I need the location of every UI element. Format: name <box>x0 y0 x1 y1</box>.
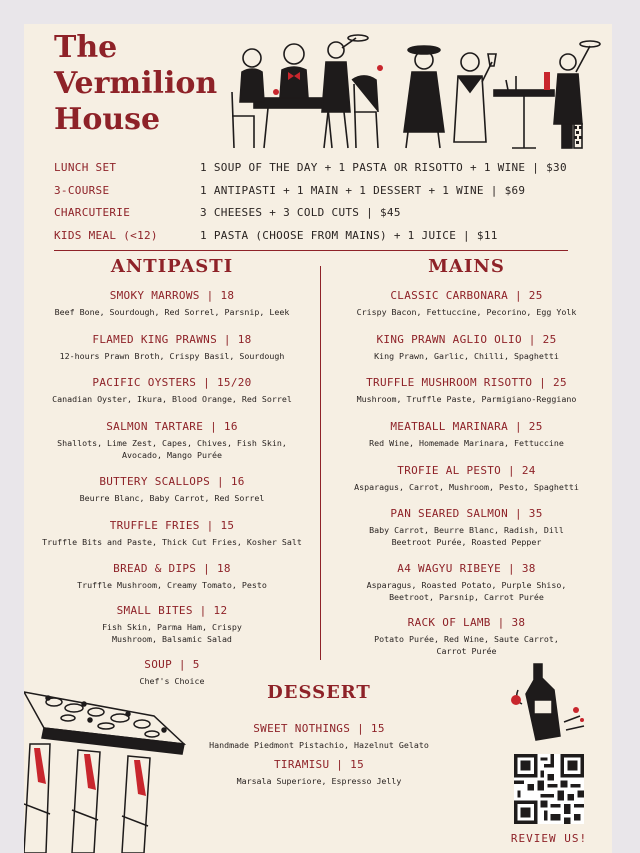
menu-item <box>321 464 612 494</box>
waiters-platter-illustration <box>24 664 189 853</box>
set-menu-name: CHARCUTERIE <box>54 206 131 219</box>
item-desc: Red Wine, Homemade Marinara, Fettuccine <box>369 438 564 448</box>
item-desc: Handmade Piedmont Pistachio, Hazelnut Gelato <box>209 740 429 750</box>
item-desc: Truffle Bits and Paste, Thick Cut Fries, Kosher Salt <box>42 537 302 547</box>
menu-item <box>321 562 612 603</box>
item-name: TROFIE AL PESTO | 24 <box>397 464 536 477</box>
item-desc: Asparagus, Roasted Potato, Purple Shiso, Beetroot, Parsnip, Carrot Purée <box>366 580 567 602</box>
set-menu-name: 3-COURSE <box>54 183 110 197</box>
menu-item <box>321 616 612 657</box>
item-name: TRUFFLE FRIES | 15 <box>109 519 235 532</box>
item-name: MEATBALL MARINARA | 25 <box>390 420 543 433</box>
set-menu-row <box>54 202 594 225</box>
item-desc: Mushroom, Truffle Paste, Parmigiano-Reggiano <box>356 394 577 404</box>
menu-item <box>24 562 320 592</box>
menu-item <box>24 604 320 645</box>
item-name: KING PRAWN AGLIO OLIO | 25 <box>376 333 557 346</box>
set-menu-desc: 1 ANTIPASTI + 1 MAIN + 1 DESSERT + 1 WINE | $69 <box>200 183 526 197</box>
item-desc: Truffle Mushroom, Creamy Tomato, Pesto <box>77 580 267 590</box>
menu-item <box>321 289 612 319</box>
item-name: SMOKY MARROWS | 18 <box>109 289 235 302</box>
diners-illustration <box>224 32 604 154</box>
menu-item <box>321 376 612 406</box>
item-name: PAN SEARED SALMON | 35 <box>390 507 543 520</box>
item-name: SOUP | 5 <box>144 658 200 671</box>
qr-code-icon[interactable] <box>514 754 584 824</box>
set-menu-desc: 3 CHEESES + 3 COLD CUTS | $45 <box>200 206 401 219</box>
menu-item <box>321 507 612 548</box>
menu-item <box>174 758 464 788</box>
item-desc: Potato Purée, Red Wine, Saute Carrot, Carrot Purée <box>374 634 559 656</box>
set-menu-row <box>54 180 594 203</box>
mains-title: MAINS <box>428 256 505 277</box>
set-menus <box>54 157 594 247</box>
menu-item <box>24 519 320 549</box>
item-name: BREAD & DIPS | 18 <box>113 562 231 575</box>
title-line-3: House <box>54 102 161 137</box>
dessert-title: DESSERT <box>267 682 371 703</box>
menu-item <box>321 420 612 450</box>
set-menu-desc: 1 PASTA (CHOOSE FROM MAINS) + 1 JUICE | $11 <box>200 228 498 242</box>
item-name: FLAMED KING PRAWNS | 18 <box>92 333 252 346</box>
item-name: BUTTERY SCALLOPS | 16 <box>99 475 245 488</box>
item-name: TIRAMISU | 15 <box>274 758 364 771</box>
set-menu-desc: 1 SOUP OF THE DAY + 1 PASTA OR RISOTTO + 1 WINE | $30 <box>200 161 567 174</box>
wine-bottle-illustration <box>504 660 588 742</box>
item-name: A4 WAGYU RIBEYE | 38 <box>397 562 536 575</box>
item-desc: Beef Bone, Sourdough, Red Sorrel, Parsnip, Leek <box>54 307 290 317</box>
menu-item <box>24 289 320 319</box>
menu-item <box>24 420 320 461</box>
item-desc: Chef's Choice <box>139 676 205 686</box>
item-name: SMALL BITES | 12 <box>116 604 228 617</box>
item-desc: Crispy Bacon, Fettuccine, Pecorino, Egg Yolk <box>356 307 577 317</box>
menu-item <box>24 333 320 363</box>
menu-page <box>24 24 612 853</box>
divider-horizontal <box>54 250 568 251</box>
item-name: PACIFIC OYSTERS | 15/20 <box>92 376 252 389</box>
item-desc: 12-hours Prawn Broth, Crispy Basil, Sourdough <box>59 351 285 361</box>
item-desc: Shallots, Lime Zest, Capes, Chives, Fish Skin, Avocado, Mango Purée <box>57 438 287 460</box>
set-menu-row <box>54 225 594 248</box>
restaurant-title <box>54 30 217 138</box>
item-name: SALMON TARTARE | 16 <box>106 420 238 433</box>
menu-item <box>321 333 612 363</box>
item-name: TRUFFLE MUSHROOM RISOTTO | 25 <box>366 376 567 389</box>
set-menu-name: LUNCH SET <box>54 161 117 174</box>
review-us-label[interactable]: REVIEW US! <box>510 832 588 845</box>
item-name: RACK OF LAMB | 38 <box>407 616 526 629</box>
menu-item <box>24 475 320 505</box>
title-line-1: The <box>54 30 118 65</box>
item-desc: Baby Carrot, Beurre Blanc, Radish, Dill Beetroot Purée, Roasted Pepper <box>369 525 564 547</box>
item-desc: Fish Skin, Parma Ham, Crispy Mushroom, Balsamic Salad <box>102 622 242 644</box>
item-name: CLASSIC CARBONARA | 25 <box>390 289 543 302</box>
item-desc: Marsala Superiore, Espresso Jelly <box>236 776 402 786</box>
set-menu-name: KIDS MEAL (<12) <box>54 228 158 242</box>
antipasti-title: ANTIPASTI <box>110 256 234 277</box>
menu-item <box>174 722 464 752</box>
set-menu-row <box>54 157 594 180</box>
item-desc: Asparagus, Carrot, Mushroom, Pesto, Spaghetti <box>354 482 579 492</box>
item-desc: Beurre Blanc, Baby Carrot, Red Sorrel <box>79 493 265 503</box>
item-desc: Canadian Oyster, Ikura, Blood Orange, Red Sorrel <box>52 394 292 404</box>
item-name: SWEET NOTHINGS | 15 <box>253 722 385 735</box>
item-desc: King Prawn, Garlic, Chilli, Spaghetti <box>374 351 559 361</box>
menu-item <box>24 376 320 406</box>
title-line-2: Vermilion <box>54 66 218 101</box>
